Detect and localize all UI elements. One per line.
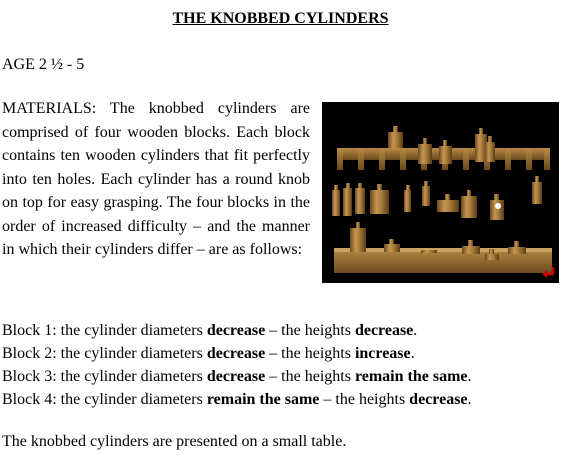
block-1-diameter: decrease	[206, 322, 266, 339]
block-4-middle: – the heights	[319, 391, 410, 408]
block-2-label: Block 2	[2, 345, 53, 362]
block-3-diameter: decrease	[206, 368, 266, 385]
block-4-label: Block 4	[2, 391, 53, 408]
return-arrow-icon[interactable]	[540, 265, 556, 281]
block-1-suffix: .	[413, 322, 418, 339]
block-4-prefix: : the cylinder diameters	[52, 391, 207, 408]
block-4-suffix: .	[467, 391, 472, 408]
block-3-label: Block 3	[2, 368, 53, 385]
closing-sentence: The knobbed cylinders are presented on a small table.	[2, 433, 347, 450]
cylinder-blocks-illustration	[322, 102, 559, 283]
block-4-height: decrease	[409, 391, 468, 408]
block-2-height: increase	[354, 345, 411, 362]
materials-paragraph: MATERIALS: The knobbed cylinders are comprised of four wooden blocks. Each block contains ten wooden cylinders that fit perfectly into ten holes. Each cylinder has a round knob on top for easy grasping. The four blocks in the order of increased difficulty – and the manner in which their cylinders differ – are as follows:	[2, 100, 310, 258]
block-3-line	[2, 365, 558, 388]
block-3-middle: – the heights	[265, 368, 355, 385]
knobbed-cylinders-image	[322, 102, 559, 283]
block-1-height: decrease	[354, 322, 414, 339]
age-range: AGE 2 ½ - 5	[2, 56, 85, 73]
block-3-suffix: .	[467, 368, 472, 385]
block-2-diameter: decrease	[206, 345, 266, 362]
blocks-list	[2, 319, 558, 411]
block-4-line	[2, 388, 558, 411]
block-3-prefix: : the cylinder diameters	[52, 368, 207, 385]
block-2-suffix: .	[410, 345, 415, 362]
block-4-diameter: remain the same	[206, 391, 320, 408]
block-1-line	[2, 319, 558, 342]
block-1-prefix: : the cylinder diameters	[52, 322, 207, 339]
page-title: THE KNOBBED CYLINDERS	[172, 10, 389, 27]
block-2-middle: – the heights	[265, 345, 355, 362]
block-1-middle: – the heights	[265, 322, 355, 339]
block-2-prefix: : the cylinder diameters	[52, 345, 207, 362]
block-3-height: remain the same	[354, 368, 468, 385]
cylinders-middle-row	[332, 176, 542, 220]
block-2-line	[2, 342, 558, 365]
block-1-label: Block 1	[2, 322, 53, 339]
